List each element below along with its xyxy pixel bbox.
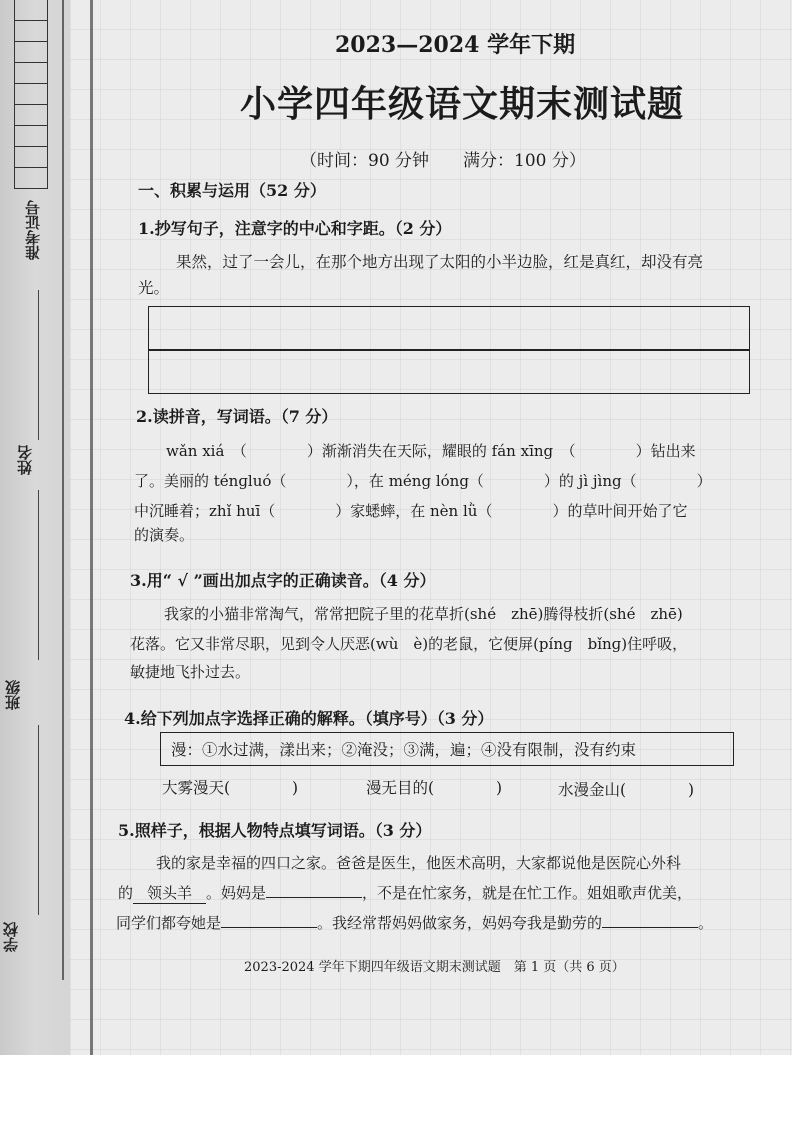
question-5-line-3-mid: 。我经常帮妈妈做家务，妈妈夸我是勤劳的 (317, 914, 603, 932)
class-line (38, 725, 39, 915)
page-title: 小学四年级语文期末测试题 (240, 84, 685, 125)
question-3-title: 3.用“ √ ”画出加点字的正确读音。（4 分） (130, 571, 436, 590)
question-5-title: 5.照样子，根据人物特点填写词语。（3 分） (118, 821, 432, 840)
question-4-item-2[interactable]: 漫无目的( ) (366, 779, 503, 797)
school-label: 学校 (2, 922, 20, 952)
definition-box (160, 732, 734, 766)
binding-line (62, 0, 64, 980)
answer-blank-sister[interactable] (221, 927, 317, 928)
exam-id-line (38, 290, 39, 440)
question-5-line-1: 我的家是幸福的四口之家。爸爸是医生，他医术高明，大家都说他是医院心外科 (156, 854, 682, 872)
question-5-line-2-start: 的 (118, 884, 134, 902)
question-5-line-2-mid: 。妈妈是 (206, 884, 267, 902)
question-5-line-2-end: ，不是在忙家务，就是在忙工作。姐姐歌声优美， (362, 884, 693, 902)
name-line (38, 490, 39, 660)
fold-line (90, 0, 93, 1055)
example-answer: 领头羊 (133, 882, 206, 904)
question-1-text-end: 光。 (138, 279, 170, 297)
copy-writing-box[interactable] (148, 306, 750, 394)
question-4-title: 4.给下列加点字选择正确的解释。（填序号）（3 分） (124, 709, 494, 728)
question-4-item-1[interactable]: 大雾漫天( ) (162, 779, 299, 797)
exam-id-boxes (14, 0, 48, 190)
question-2-line-4: 的演奏。 (134, 526, 195, 544)
question-5-line-2 (118, 882, 692, 904)
question-5-line-3 (116, 912, 713, 933)
question-5-line-3-end: 。 (698, 914, 714, 932)
class-label: 班级 (4, 680, 22, 710)
question-3-line-3: 敏捷地飞扑过去。 (130, 663, 251, 681)
answer-blank-mother[interactable] (266, 897, 362, 898)
question-2-line-2: 了。美丽的 ténɡluó（ ），在 méng lóng（ ）的 jì jìng（ ） (134, 472, 712, 490)
question-2-line-3: 中沉睡着；zhǐ huī（ ）家蟋蟀，在 nèn lǜ（ ）的草叶间开始了它 (134, 502, 688, 520)
question-1-title: 1.抄写句子，注意字的中心和字距。（2 分） (138, 219, 452, 238)
exam-term: 2023—2024 学年下期 (335, 32, 576, 58)
answer-blank-me[interactable] (602, 927, 698, 928)
question-5-line-3-start: 同学们都夸她是 (116, 914, 222, 932)
name-label: 姓名 (16, 445, 34, 475)
section-heading: 一、积累与运用（52 分） (138, 181, 326, 200)
question-2-line-1: wǎn xiá （ ）渐渐消失在天际，耀眼的 fán xīng （ ）钻出来 (166, 442, 696, 460)
exam-meta: （时间：90 分钟 满分：100 分） (300, 151, 586, 171)
exam-id-label: 准考证号 (24, 200, 42, 260)
question-3-line-1: 我家的小猫非常淘气，常常把院子里的花草折(shé zhē)腾得枝折(shé zhē) (164, 605, 683, 623)
definition-text: 漫：①水过满，漾出来；②淹没；③满，遍；④没有限制，没有约束 (171, 741, 637, 759)
question-4-item-3[interactable]: 水漫金山( ) (558, 781, 695, 799)
question-2-title: 2.读拼音，写词语。（7 分） (136, 407, 338, 426)
page-footer: 2023-2024 学年下期四年级语文期末测试题 第 1 页（共 6 页） (244, 960, 625, 975)
question-3-line-2: 花落。它又非常尽职，见到令人厌恶(wù è)的老鼠，它便屏(pínɡ bǐnɡ)住呼吸， (130, 635, 688, 653)
question-1-text: 果然，过了一会儿，在那个地方出现了太阳的小半边脸，红是真红，却没有亮 (176, 253, 704, 271)
